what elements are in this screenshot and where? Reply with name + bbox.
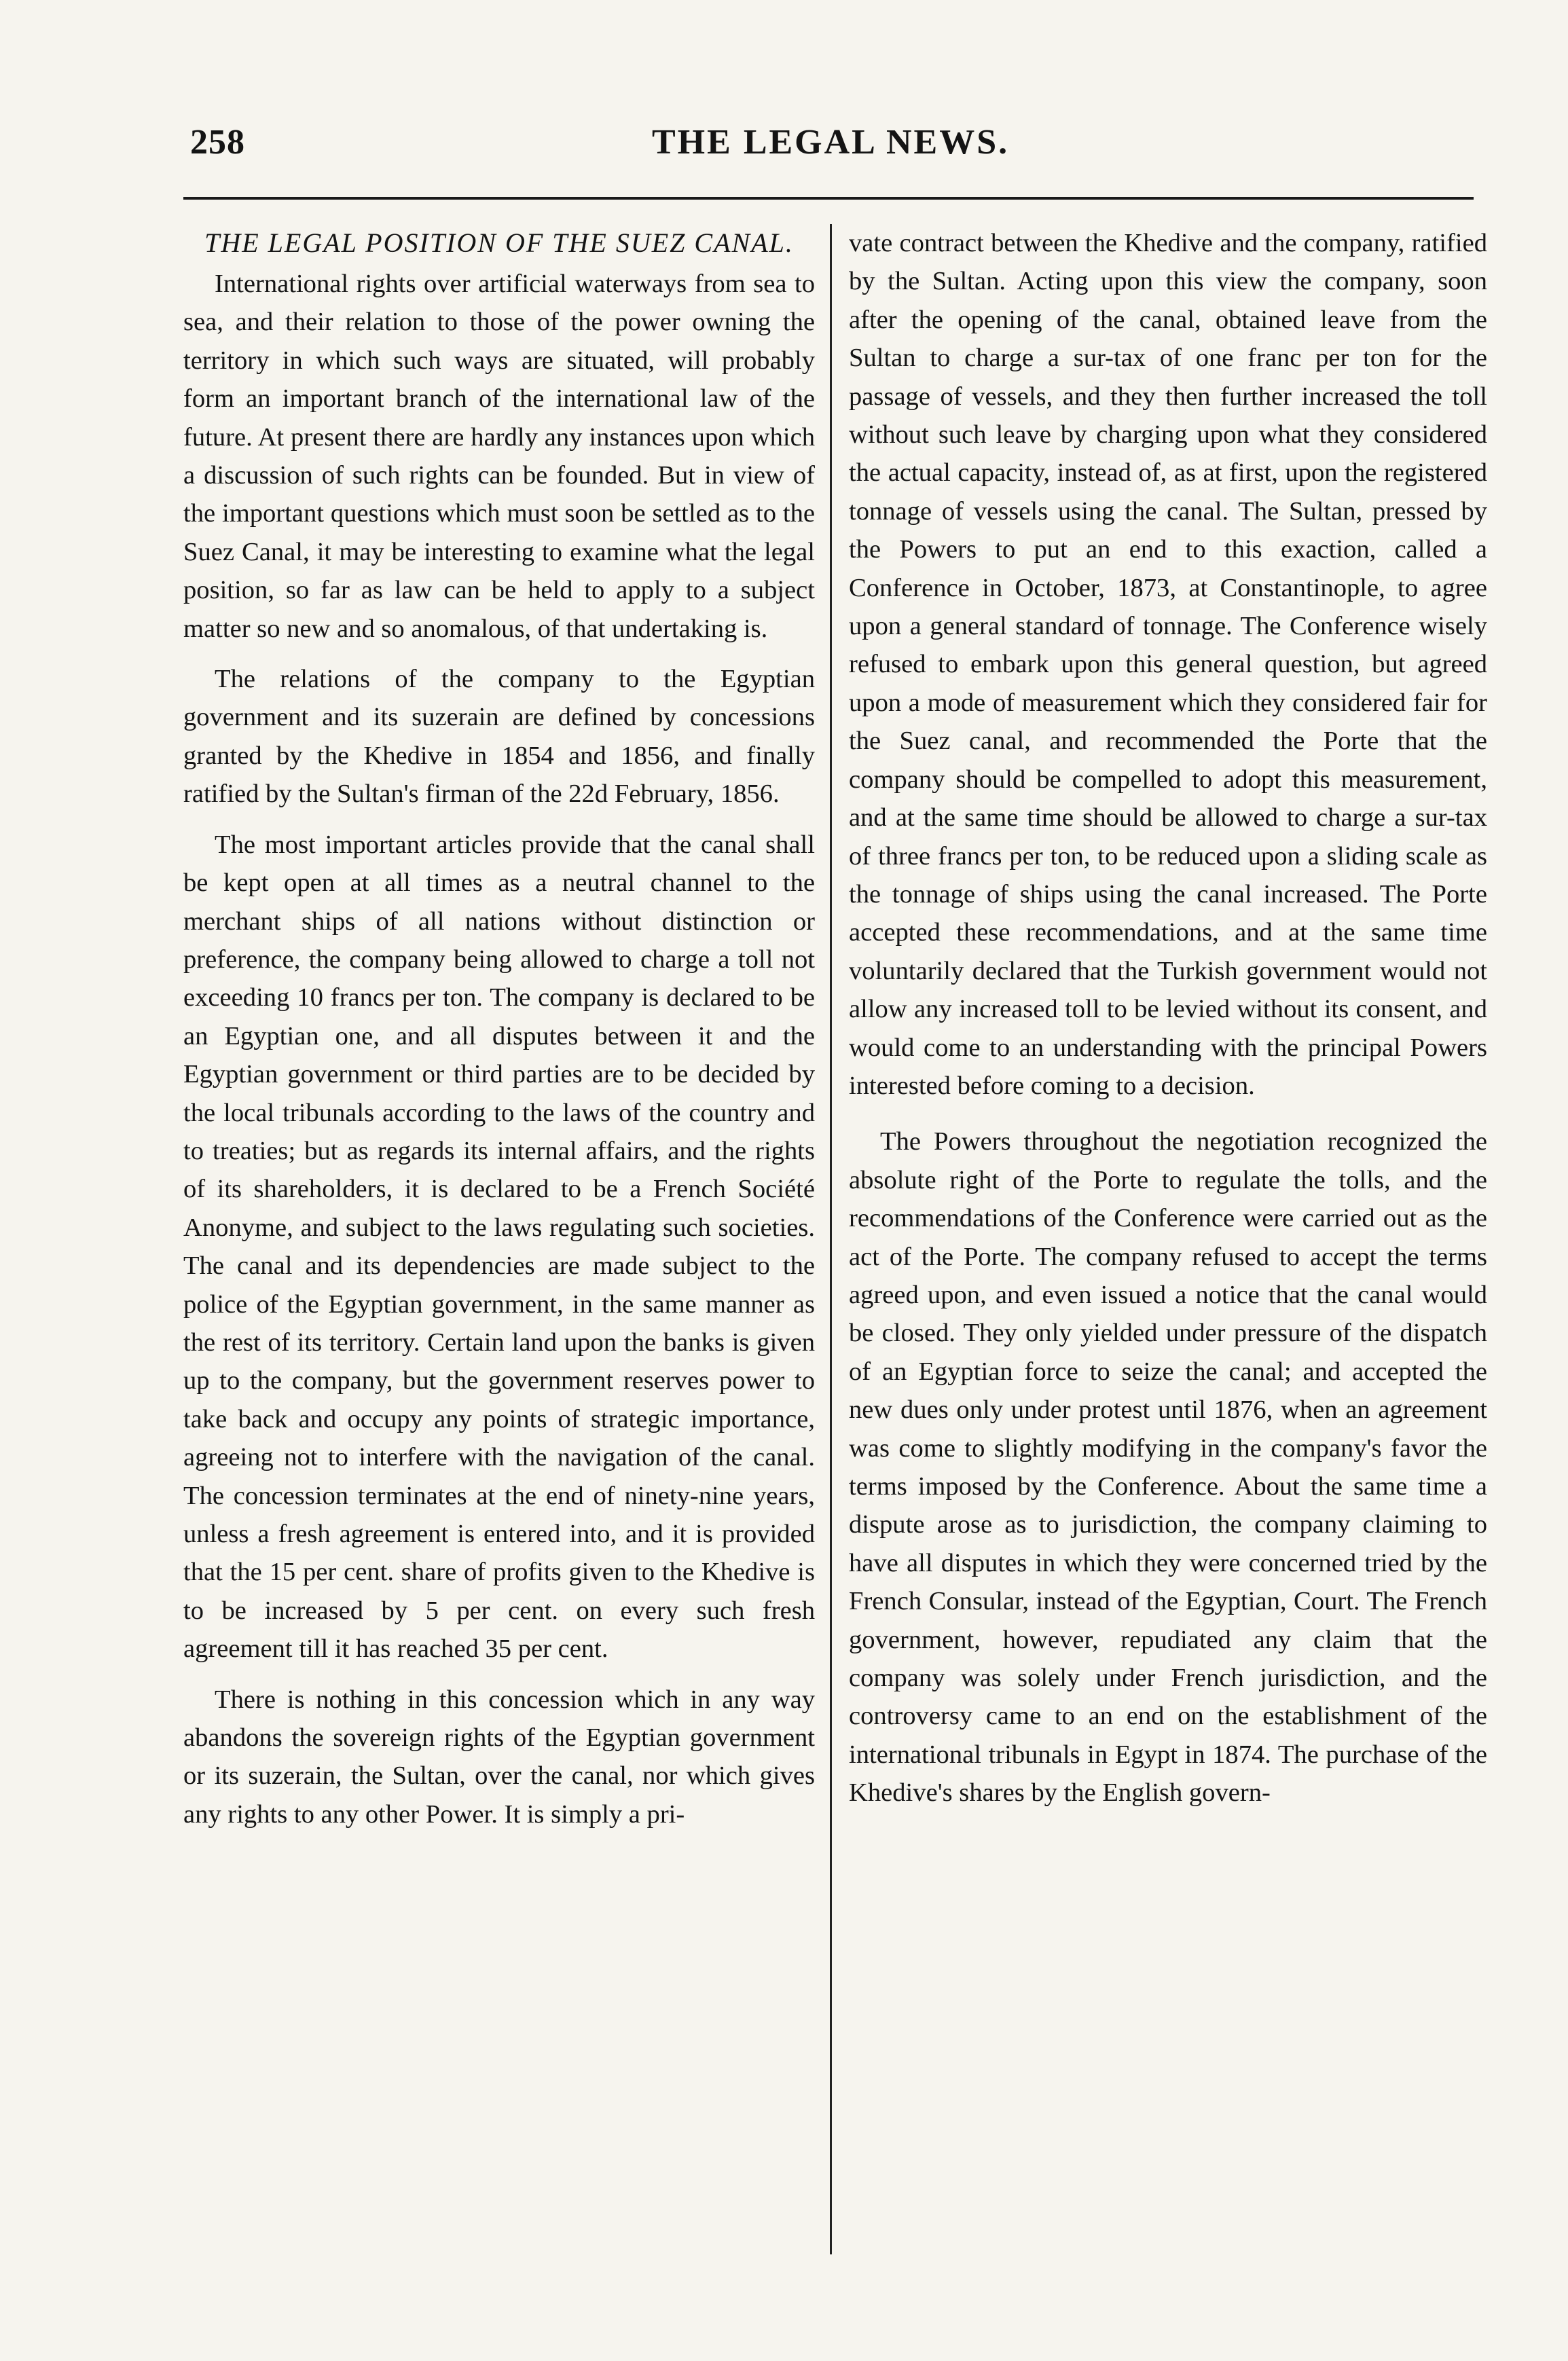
article-title: THE LEGAL POSITION OF THE SUEZ CANAL. bbox=[204, 227, 794, 258]
paragraph: International rights over artificial waterways from sea to sea, and their relation to those of the power owning the territory in which such ways are situated, will probably form an important branch of the international law of the future. At present there are hardly any instances upon which a discussion of such rights can be founded. But in view of the important questions which must soon be settled as to the Suez Canal, it may be interesting to examine what the legal position, so far as law can be held to apply to a subject matter so new and so anomalous, of that undertaking is. bbox=[183, 270, 815, 643]
paragraph: The most important articles provide that the canal shall be kept open at all times as a neutral channel to the merchant ships of all nations without distinction or preference, the company being allowed to charge a toll not exceeding 10 francs per ton. The company is declared to be an Egyptian one, and all disputes between it and the Egyptian government or third parties are to be decided by the local tribunals according to the laws of the country and to treaties; but as regards its internal affairs, and the rights of its shareholders, it is declared to be a French Société Anonyme, and subject to the laws regulating such societies. The canal and its dependencies are made subject to the police of the Egyptian government, in the same manner as the rest of its territory. Certain land upon the banks is given up to the company, but the government reserves power to take back and occupy any points of strategic importance, agreeing not to interfere with the navigation of the canal. The concession terminates at the end of ninety-nine years, unless a fresh agreement is entered into, and it is provided that the 15 per cent. share of profits given to the Khedive is to be increased by 5 per cent. on every such fresh agreement till it has reached 35 per cent. bbox=[183, 830, 815, 1664]
page-number: 258 bbox=[190, 123, 245, 162]
page-header bbox=[183, 122, 1474, 177]
running-title: THE LEGAL NEWS. bbox=[652, 123, 1010, 162]
paragraph: There is nothing in this concession which in any way abandons the sovereign rights of the Egyptian government or its suzerain, the Sultan, over the canal, nor which gives any rights to any other Power. It is simply a pri- bbox=[183, 1685, 815, 1829]
right-column bbox=[849, 224, 1487, 1825]
header-rule bbox=[183, 197, 1474, 200]
paragraph: The relations of the company to the Egyptian government and its suzerain are defined by concessions granted by the Khedive in 1854 and 1856, and finally ratified by the Sultan's firman of the 22d February, 1856. bbox=[183, 665, 815, 809]
left-column bbox=[183, 224, 815, 1846]
paragraph: vate contract between the Khedive and the company, ratified by the Sultan. Acting upon this view the company, soon after the opening of the canal, obtained leave from the Sultan to charge a sur-tax of one franc per ton for the passage of vessels, and they then further increased the toll without such leave by charging upon what they considered the actual capacity, instead of, as at first, upon the registered tonnage of vessels using the canal. The Sultan, pressed by the Powers to put an end to this exaction, called a Conference in October, 1873, at Constantinople, to agree upon a general standard of tonnage. The Conference wisely refused to embark upon this general question, but agreed upon a mode of measurement which they considered fair for the Suez canal, and recommended the Porte that the company should be compelled to adopt this measurement, and at the same time should be allowed to charge a sur-tax of three francs per ton, to be reduced upon a sliding scale as the tonnage of ships using the canal increased. The Porte accepted these recommendations, and at the same time voluntarily declared that the Turkish government would not allow any increased toll to be levied without its consent, and would come to an understanding with the principal Powers interested before coming to a decision. bbox=[849, 229, 1487, 1100]
paragraph: The Powers throughout the negotiation recognized the absolute right of the Porte to regulate the tolls, and the recommendations of the Conference were carried out as the act of the Porte. The company refused to accept the terms agreed upon, and even issued a notice that the canal would be closed. They only yielded under pressure of the dispatch of an Egyptian force to seize the canal; and accepted the new dues only under protest until 1876, when an agreement was come to slightly modifying in the company's favor the terms imposed by the Conference. About the same time a dispute arose as to jurisdiction, the company claiming to have all disputes in which they were concerned tried by the French Consular, instead of the Egyptian, Court. The French government, however, repudiated any claim that the company was solely under French jurisdiction, and the controversy came to an end on the establishment of the international tribunals in Egypt in 1874. The purchase of the Khedive's shares by the English govern- bbox=[849, 1127, 1487, 1808]
column-divider bbox=[830, 224, 832, 2254]
